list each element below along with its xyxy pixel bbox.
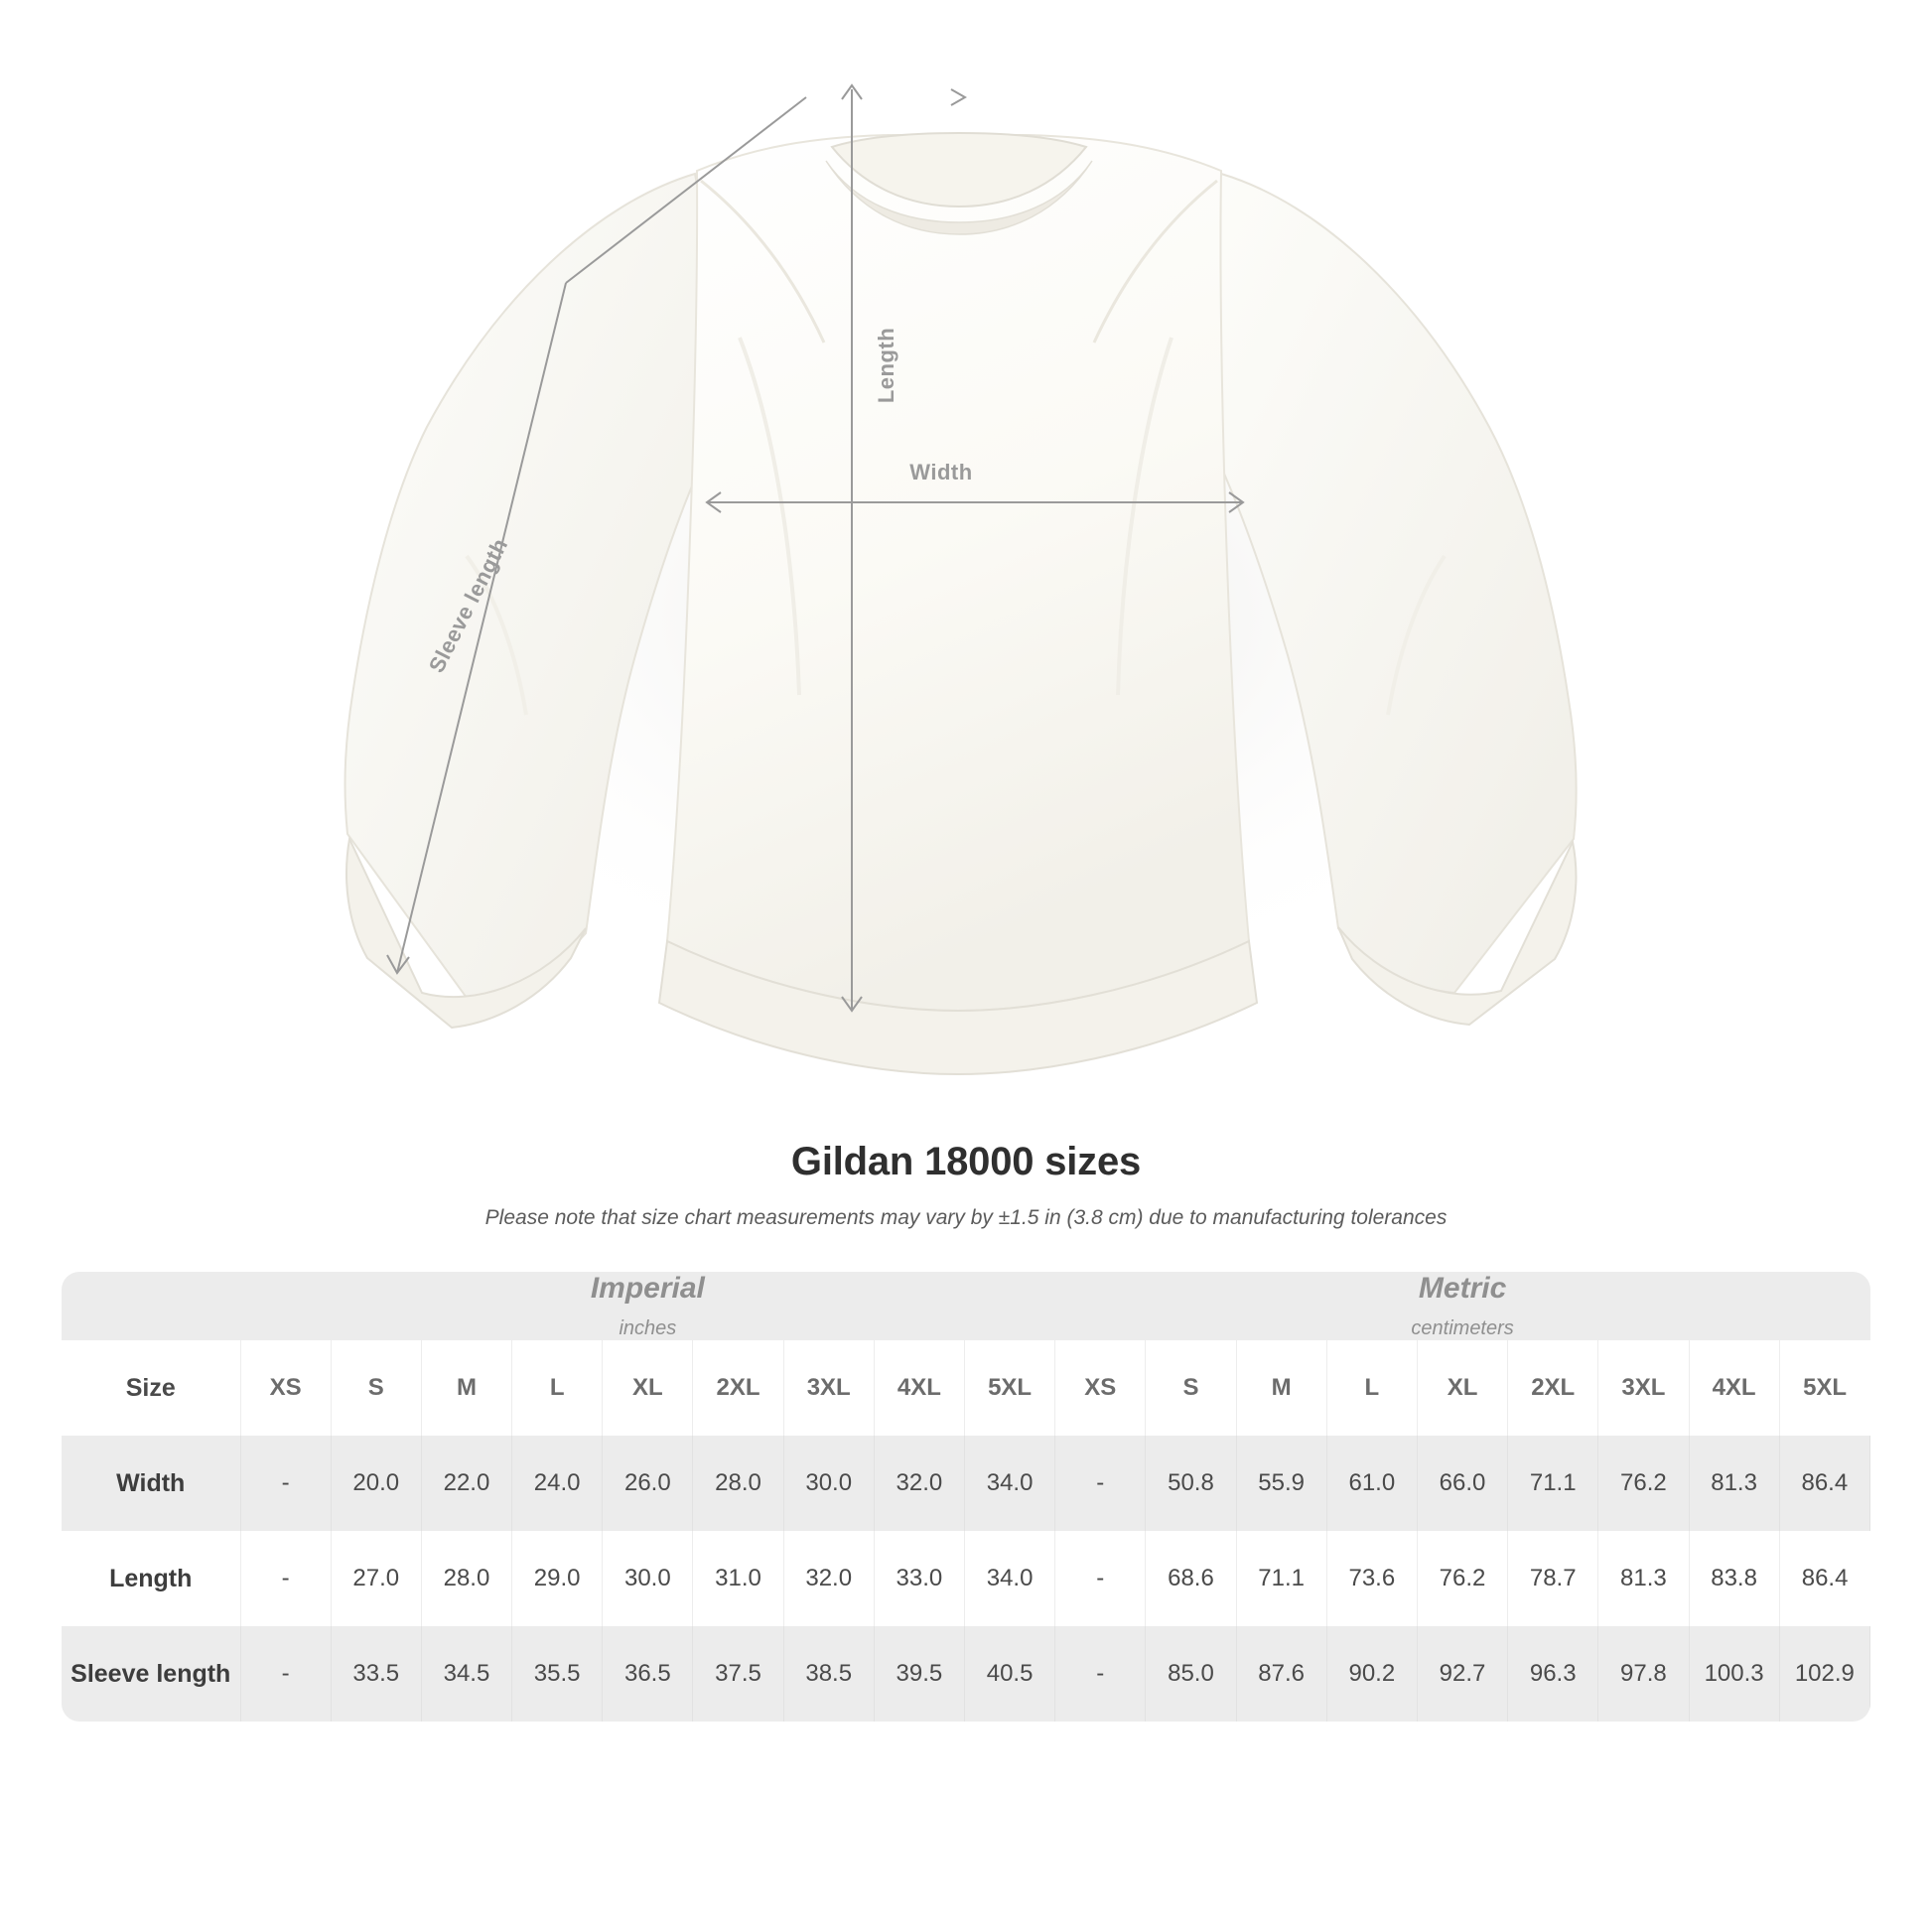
cell-length-imperial-2xl: 31.0 (693, 1531, 783, 1626)
cell-sleeve-imperial-l: 35.5 (512, 1626, 603, 1722)
cell-length-imperial-xl: 30.0 (603, 1531, 693, 1626)
cell-length-imperial-xs: - (240, 1531, 331, 1626)
size-header-row (62, 1340, 1870, 1436)
cell-width-imperial-3xl: 30.0 (783, 1436, 874, 1531)
cell-sleeve-imperial-3xl: 38.5 (783, 1626, 874, 1722)
unit-imperial-name: Imperial (590, 1272, 705, 1305)
size-col-metric-5xl: 5XL (1779, 1340, 1869, 1436)
table-row (62, 1626, 1870, 1722)
size-header-label: Size (62, 1340, 240, 1436)
cell-length-imperial-m: 28.0 (421, 1531, 511, 1626)
cell-sleeve-metric-2xl: 96.3 (1508, 1626, 1598, 1722)
cell-sleeve-metric-xs: - (1055, 1626, 1146, 1722)
cell-length-imperial-5xl: 34.0 (965, 1531, 1055, 1626)
cell-width-imperial-4xl: 32.0 (874, 1436, 964, 1531)
cell-width-imperial-xs: - (240, 1436, 331, 1531)
cell-length-imperial-3xl: 32.0 (783, 1531, 874, 1626)
cell-sleeve-metric-5xl: 102.9 (1779, 1626, 1869, 1722)
size-col-metric-s: S (1146, 1340, 1236, 1436)
title-block (0, 1140, 1932, 1230)
cell-width-metric-xs: - (1055, 1436, 1146, 1531)
cell-length-metric-4xl: 83.8 (1689, 1531, 1779, 1626)
cell-length-metric-s: 68.6 (1146, 1531, 1236, 1626)
unit-imperial-sub: inches (619, 1317, 677, 1339)
size-col-imperial-s: S (331, 1340, 421, 1436)
cell-sleeve-metric-m: 87.6 (1236, 1626, 1326, 1722)
size-col-imperial-xs: XS (240, 1340, 331, 1436)
size-col-metric-l: L (1326, 1340, 1417, 1436)
row-label-sleeve-length: Sleeve length (62, 1626, 240, 1722)
length-measure-label: Length (874, 327, 898, 404)
cell-length-imperial-s: 27.0 (331, 1531, 421, 1626)
cell-length-imperial-4xl: 33.0 (874, 1531, 964, 1626)
cell-width-imperial-xl: 26.0 (603, 1436, 693, 1531)
cell-width-imperial-s: 20.0 (331, 1436, 421, 1531)
unit-header-spacer (62, 1272, 240, 1340)
cell-length-metric-5xl: 86.4 (1779, 1531, 1869, 1626)
cell-width-imperial-5xl: 34.0 (965, 1436, 1055, 1531)
cell-length-metric-xs: - (1055, 1531, 1146, 1626)
cell-length-metric-l: 73.6 (1326, 1531, 1417, 1626)
size-col-metric-m: M (1236, 1340, 1326, 1436)
tolerance-note: Please note that size chart measurements may vary by ±1.5 in (3.8 cm) due to manufacturing tolerances (484, 1206, 1448, 1229)
size-table (62, 1272, 1870, 1722)
cell-width-metric-xl: 66.0 (1417, 1436, 1507, 1531)
size-col-imperial-4xl: 4XL (874, 1340, 964, 1436)
cell-length-metric-m: 71.1 (1236, 1531, 1326, 1626)
cell-sleeve-metric-4xl: 100.3 (1689, 1626, 1779, 1722)
unit-metric-sub: centimeters (1411, 1317, 1514, 1339)
cell-sleeve-imperial-m: 34.5 (421, 1626, 511, 1722)
cell-sleeve-imperial-s: 33.5 (331, 1626, 421, 1722)
cell-sleeve-metric-3xl: 97.8 (1598, 1626, 1689, 1722)
cell-sleeve-metric-xl: 92.7 (1417, 1626, 1507, 1722)
cell-width-metric-l: 61.0 (1326, 1436, 1417, 1531)
cell-sleeve-metric-s: 85.0 (1146, 1626, 1236, 1722)
table-row (62, 1531, 1870, 1626)
cell-width-imperial-l: 24.0 (512, 1436, 603, 1531)
size-col-imperial-2xl: 2XL (693, 1340, 783, 1436)
size-col-imperial-5xl: 5XL (965, 1340, 1055, 1436)
cell-sleeve-imperial-2xl: 37.5 (693, 1626, 783, 1722)
cell-sleeve-imperial-4xl: 39.5 (874, 1626, 964, 1722)
size-col-imperial-m: M (421, 1340, 511, 1436)
unit-header-row (62, 1272, 1870, 1340)
size-col-metric-3xl: 3XL (1598, 1340, 1689, 1436)
cell-sleeve-imperial-xl: 36.5 (603, 1626, 693, 1722)
cell-length-imperial-l: 29.0 (512, 1531, 603, 1626)
unit-metric-name: Metric (1418, 1272, 1507, 1305)
table-row (62, 1436, 1870, 1531)
size-col-imperial-3xl: 3XL (783, 1340, 874, 1436)
size-col-metric-xs: XS (1055, 1340, 1146, 1436)
cell-sleeve-metric-l: 90.2 (1326, 1626, 1417, 1722)
cell-width-metric-m: 55.9 (1236, 1436, 1326, 1531)
cell-width-metric-s: 50.8 (1146, 1436, 1236, 1531)
cell-width-metric-5xl: 86.4 (1779, 1436, 1869, 1531)
cell-length-metric-xl: 76.2 (1417, 1531, 1507, 1626)
cell-width-metric-3xl: 76.2 (1598, 1436, 1689, 1531)
width-measure-label: Width (909, 460, 973, 484)
size-col-imperial-l: L (512, 1340, 603, 1436)
cell-sleeve-imperial-xs: - (240, 1626, 331, 1722)
cell-sleeve-imperial-5xl: 40.5 (965, 1626, 1055, 1722)
unit-group-imperial (240, 1272, 1055, 1340)
size-col-metric-4xl: 4XL (1689, 1340, 1779, 1436)
sleeve-length-measure-label: Sleeve length (423, 534, 513, 677)
cell-width-metric-2xl: 71.1 (1508, 1436, 1598, 1531)
size-col-metric-2xl: 2XL (1508, 1340, 1598, 1436)
cell-length-metric-3xl: 81.3 (1598, 1531, 1689, 1626)
size-col-imperial-xl: XL (603, 1340, 693, 1436)
cell-width-imperial-2xl: 28.0 (693, 1436, 783, 1531)
cell-width-metric-4xl: 81.3 (1689, 1436, 1779, 1531)
size-table-container (62, 1272, 1870, 1722)
size-col-metric-xl: XL (1417, 1340, 1507, 1436)
cell-width-imperial-m: 22.0 (421, 1436, 511, 1531)
unit-group-metric (1055, 1272, 1870, 1340)
page-title: Gildan 18000 sizes (790, 1140, 1142, 1183)
cell-length-metric-2xl: 78.7 (1508, 1531, 1598, 1626)
row-label-width: Width (62, 1436, 240, 1531)
row-label-length: Length (62, 1531, 240, 1626)
